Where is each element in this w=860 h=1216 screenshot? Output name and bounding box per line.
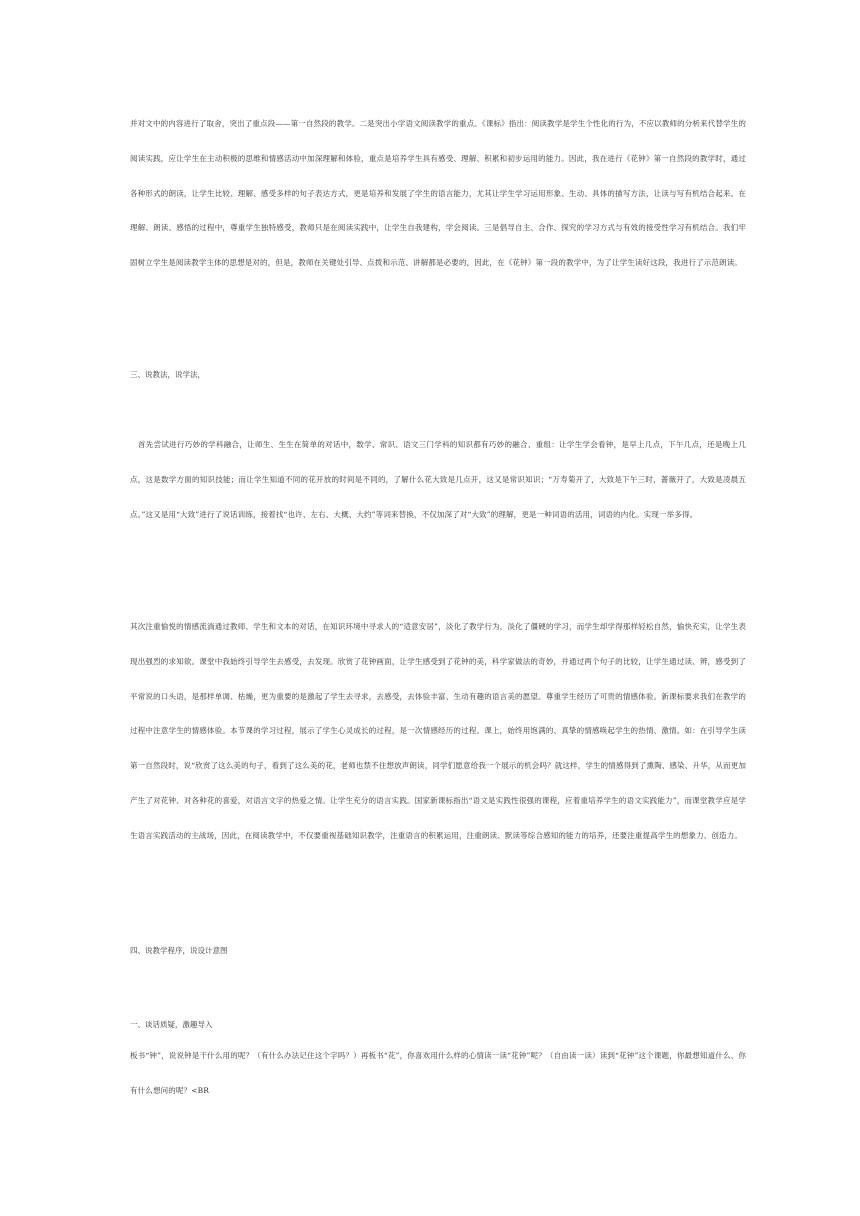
section-heading-methods: 三、说教法，说学法，: [130, 370, 205, 379]
section-heading-procedure: 四、说教学程序，说设计意图: [130, 946, 228, 955]
paragraph-blackboard-introduction: 板书“钟”，说说钟是干什么用的呢？（有什么办法记住这个字吗？）再板书“花”，你喜欢用什么样的心情读一读“花钟”呢？（自由读一读）读到“花钟”这个课题，你最想知道什么、你有什么想问的呢？<BR: [130, 1051, 746, 1095]
paragraph-emotional-experience: 其次注重愉悦的情感流淌通过教师、学生和文本的对话，在知识环境中寻求人的“适意安居”，淡化了教学行为，淡化了僵硬的学习，而学生却学得那样轻松自然，愉快充实，让学生表现出强烈的求知欲。课堂中我始终引导学生去感受，去发现。欣赏了花钟画面，让学生感受到了花钟的美，科学家做法的奇妙，并通过两个句子的比较，让学生通过读、辨，感受到了平常说的口头语，是那样单调、枯燥，更为重要的是激起了学生去寻求，去感受，去体验丰富、生动有趣的语言美的愿望。尊重学生经历了可贵的情感体验。新课标要求我们在教学的过程中注意学生的情感体验。本节课的学习过程，展示了学生心灵成长的过程，是一次情感经历的过程。课上，始终用饱满的、真挚的情感唤起学生的热情、激情。如：在引导学生读第一自然段时，说“欣赏了这么美的句子，看到了这么美的花，老师也禁不住想放声朗读，同学们愿意给我一个展示的机会吗？就这样，学生的情感得到了熏陶、感染、升华，从而更加产生了对花钟、对各种花的喜爱，对语言文字的热爱之情。让学生充分的语言实践。国家新课标指出“语文是实践性很强的课程，应着重培养学生的语文实践能力”，而课堂教学应是学生语言实践活动的主战场，因此，在阅读教学中，不仅要重视基础知识教学，注重语言的积累运用，注重朗读、默读等综合感知的能力的培养，还要注重提高学生的想象力、创造力。: [130, 622, 746, 840]
paragraph-teaching-focus: 并对文中的内容进行了取舍，突出了重点段——第一自然段的教学。二是突出小学语文阅读教学的重点。《课标》指出：阅读教学是学生个性化的行为，不应以教师的分析来代替学生的阅读实践，应让学生在主动积极的思维和情感活动中加深理解和体验，重点是培养学生具有感受、理解、积累和初步运用的能力。因此，我在进行《花钟》第一自然段的教学时，通过各种形式的朗读，让学生比较、理解、感受多样的句子表达方式，更是培养和发展了学生的语言能力，尤其让学生学习运用形象、生动、具体的描写方法，让读与写有机结合起来。在理解、朗读、感悟的过程中，尊重学生独特感受，教师只是在阅读实践中，让学生自我建构，学会阅读。三是倡导自主、合作、探究的学习方式与有效的接受性学习有机结合。我们牢固树立学生是阅读教学主体的思想是对的，但是，教师在关键处引导、点拨和示范、讲解都是必要的，因此，在《花钟》第一段的教学中，为了让学生读好这段，我进行了示范朗读。: [130, 119, 746, 268]
paragraph-subject-integration: 首先尝试进行巧妙的学科融合，让师生、生生在简单的对话中，数学、常识、语文三门学科的知识都有巧妙的融合、重组：让学生学会看钟，是早上几点，下午几点，还是晚上几点，这是数学方面的知识技能；而让学生知道不同的花开放的时间是不同的，了解什么花大致是几点开，这又是常识知识；“万寿菊开了，大致是下午三时，蔷薇开了，大致是凌晨五点。”这又是用“大致”进行了说话训练，接着找“也许、左右、大概、大约”等词来替换，不仅加深了对“大致”的理解，更是一种词语的活用，词语的内化。实现一举多得。: [130, 440, 746, 519]
subsection-heading-introduction: 一、谈话质疑，激趣导入: [130, 1020, 213, 1029]
